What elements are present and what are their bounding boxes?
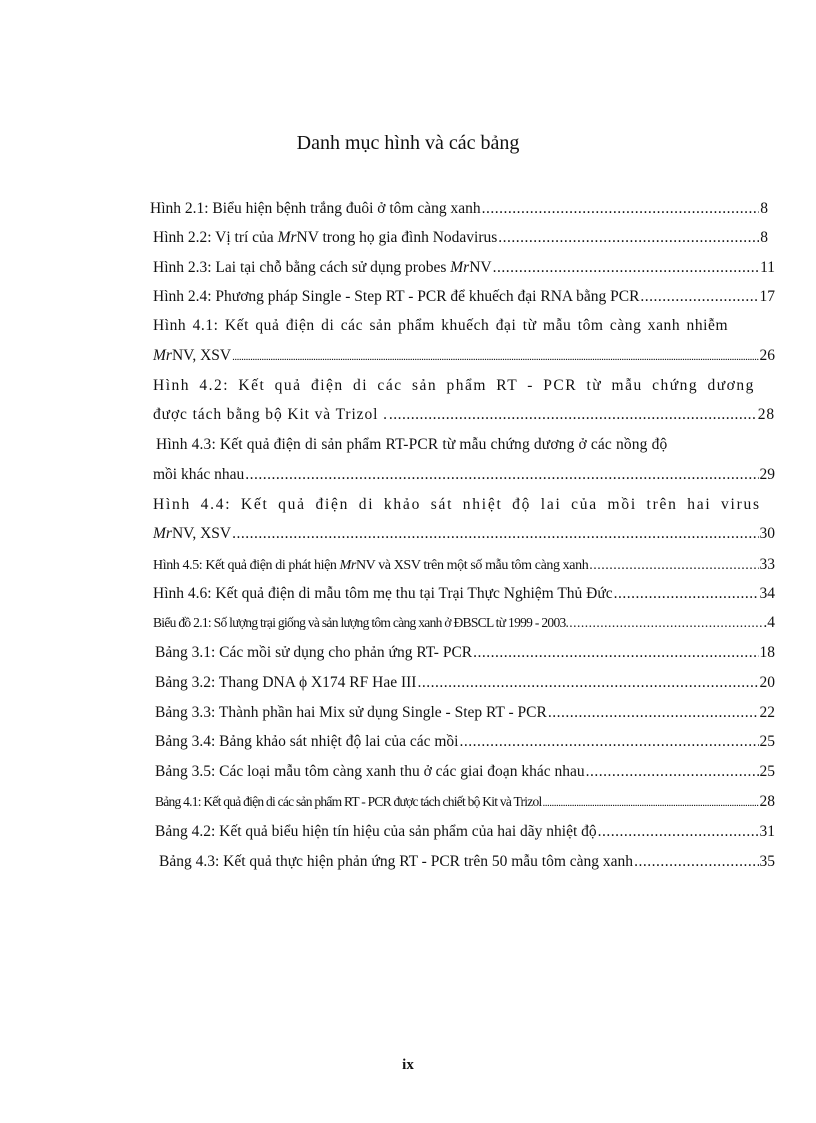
toc-entry-label: Bảng 3.2: Thang DNA ϕ X174 RF Hae III [155, 674, 417, 691]
toc-entry-hinh-4-5[interactable] [153, 555, 775, 576]
toc-entry-page: 31 [759, 823, 775, 840]
dot-leader [569, 613, 762, 633]
dot-leader [640, 287, 758, 307]
toc-entry-hinh-4-3-line2[interactable] [153, 465, 775, 485]
toc-entry-label: Hình 4.5: Kết quả điện di phát hiện MrNV và XSV trên một số mẫu tôm càng xanh [153, 558, 589, 573]
toc-entry-bieu-do-2-1[interactable] [153, 613, 775, 633]
toc-entry-page: 20 [759, 674, 775, 691]
toc-entry-page: 28 [757, 406, 775, 423]
toc-entry-label: Hình 2.4: Phương pháp Single - Step RT - PCR để khuếch đại RNA bằng PCR [153, 288, 640, 305]
toc-entry-label: Biểu đồ 2.1: Số lượng trại giống và sản lượng tôm càng xanh ở ĐBSCL từ 1999 - 2003. [153, 615, 569, 630]
toc-entry-label: mồi khác nhau [153, 466, 245, 483]
toc-entry-label: Bảng 3.1: Các mồi sử dụng cho phản ứng RT- PCR [155, 644, 473, 661]
toc-entry-page: 22 [759, 704, 775, 721]
toc-entry-label: Bảng 4.3: Kết quả thực hiện phản ứng RT - PCR trên 50 mẫu tôm càng xanh [159, 853, 634, 870]
dot-leader [634, 852, 758, 872]
toc-entry-label: MrNV, XSV [153, 347, 232, 364]
toc-entry-label: Bảng 4.2: Kết quả biểu hiện tín hiệu của sản phẩm của hai dãy nhiệt độ [155, 823, 597, 840]
dot-leader [548, 703, 759, 723]
toc-entry-page: 29 [759, 466, 775, 483]
page-number: ix [402, 1057, 414, 1073]
dot-leader [598, 822, 759, 842]
toc-entry-label: Bảng 3.5: Các loại mẫu tôm càng xanh thu ở các giai đoạn khác nhau [155, 763, 585, 780]
toc-entry-page: 33 [759, 556, 775, 573]
toc-entry-page: 11 [760, 259, 775, 276]
dot-leader [498, 228, 759, 248]
toc-entry-page: 17 [759, 288, 775, 305]
toc-entry-page: 25 [759, 763, 775, 780]
toc-entry-page: .4 [763, 614, 775, 631]
dot-leader [389, 405, 757, 425]
dot-leader [614, 584, 759, 604]
toc-entry-hinh-4-4-line1[interactable]: Hình 4.4: Kết quả điện di khảo sát nhiệt độ lai của mồi trên hai virus [153, 496, 761, 513]
toc-entry-label: Bảng 3.4: Bảng khảo sát nhiệt độ lai của các mồi [155, 733, 459, 750]
toc-entry-bang-3-1[interactable] [155, 643, 775, 663]
toc-entry-hinh-4-1-line2[interactable] [153, 346, 775, 367]
dot-leader [589, 556, 758, 576]
dot-leader [232, 524, 758, 544]
toc-entry-label: Bảng 4.1: Kết quả điện di các sản phẩm RT - PCR được tách chiết bộ Kit và Trizol [155, 794, 542, 809]
dot-leader [417, 673, 758, 693]
dot-leader [586, 762, 759, 782]
toc-entry-label: Hình 4.6: Kết quả điện di mẫu tôm mẹ thu tại Trại Thực Nghiệm Thủ Đức [153, 585, 613, 602]
dot-leader [473, 643, 758, 663]
toc-entry-hinh-4-1-line1[interactable]: Hình 4.1: Kết quả điện di các sản phẩm khuếch đại từ mẫu tôm càng xanh nhiễm [153, 317, 729, 334]
toc-entry-hinh-2-2[interactable] [153, 228, 768, 248]
toc-entry-bang-4-1[interactable] [155, 792, 775, 813]
toc-entry-bang-3-4[interactable] [155, 732, 775, 752]
dot-leader [542, 792, 758, 813]
toc-entry-hinh-4-6[interactable] [153, 584, 775, 604]
toc-entry-hinh-2-4[interactable] [153, 287, 775, 307]
toc-entry-label: MrNV, XSV [153, 525, 232, 542]
toc-entry-label: Bảng 3.3: Thành phần hai Mix sử dụng Single - Step RT - PCR [155, 704, 547, 721]
toc-entry-hinh-4-4-line2[interactable] [153, 524, 775, 544]
toc-entry-page: 18 [759, 644, 775, 661]
toc-entry-page: 28 [759, 793, 775, 810]
toc-entry-bang-4-2[interactable] [155, 822, 775, 842]
toc-entry-page: 8 [760, 229, 768, 246]
dot-leader [493, 258, 759, 278]
toc-entry-page: 26 [759, 347, 775, 364]
toc-entry-label: Hình 2.3: Lai tại chỗ bằng cách sử dụng probes MrNV [153, 259, 492, 276]
toc-entry-hinh-4-2-line2[interactable] [153, 405, 775, 425]
toc-entry-page: 34 [759, 585, 775, 602]
page-title: Danh mục hình và các bảng [296, 132, 520, 154]
toc-entry-page: 30 [759, 525, 775, 542]
toc-entry-page: 8 [760, 200, 768, 217]
dot-leader [459, 732, 758, 752]
toc-entry-hinh-4-2-line1[interactable]: Hình 4.2: Kết quả điện di các sản phẩm RT - PCR từ mẫu chứng dương [153, 377, 755, 394]
toc-entry-bang-3-2[interactable] [155, 673, 775, 693]
toc-entry-label: Hình 2.2: Vị trí của MrNV trong họ gia đình Nodavirus [153, 229, 498, 246]
dot-leader [232, 346, 758, 367]
toc-entry-bang-4-3[interactable] [159, 852, 775, 872]
dot-leader [245, 465, 758, 485]
toc-entry-hinh-2-1[interactable] [150, 199, 768, 219]
toc-entry-hinh-4-3-line1[interactable]: Hình 4.3: Kết quả điện di sản phẩm RT-PCR từ mẫu chứng dương ở các nồng độ [156, 436, 668, 453]
toc-entry-bang-3-3[interactable] [155, 703, 775, 723]
toc-entry-label: được tách bằng bộ Kit và Trizol . [153, 406, 388, 423]
toc-entry-hinh-2-3[interactable] [153, 258, 775, 278]
toc-entry-bang-3-5[interactable] [155, 762, 775, 782]
toc-entry-label: Hình 2.1: Biểu hiện bệnh trắng đuôi ở tôm càng xanh [150, 200, 481, 217]
toc-entry-page: 35 [759, 853, 775, 870]
toc-entry-page: 25 [759, 733, 775, 750]
dot-leader [482, 199, 760, 219]
